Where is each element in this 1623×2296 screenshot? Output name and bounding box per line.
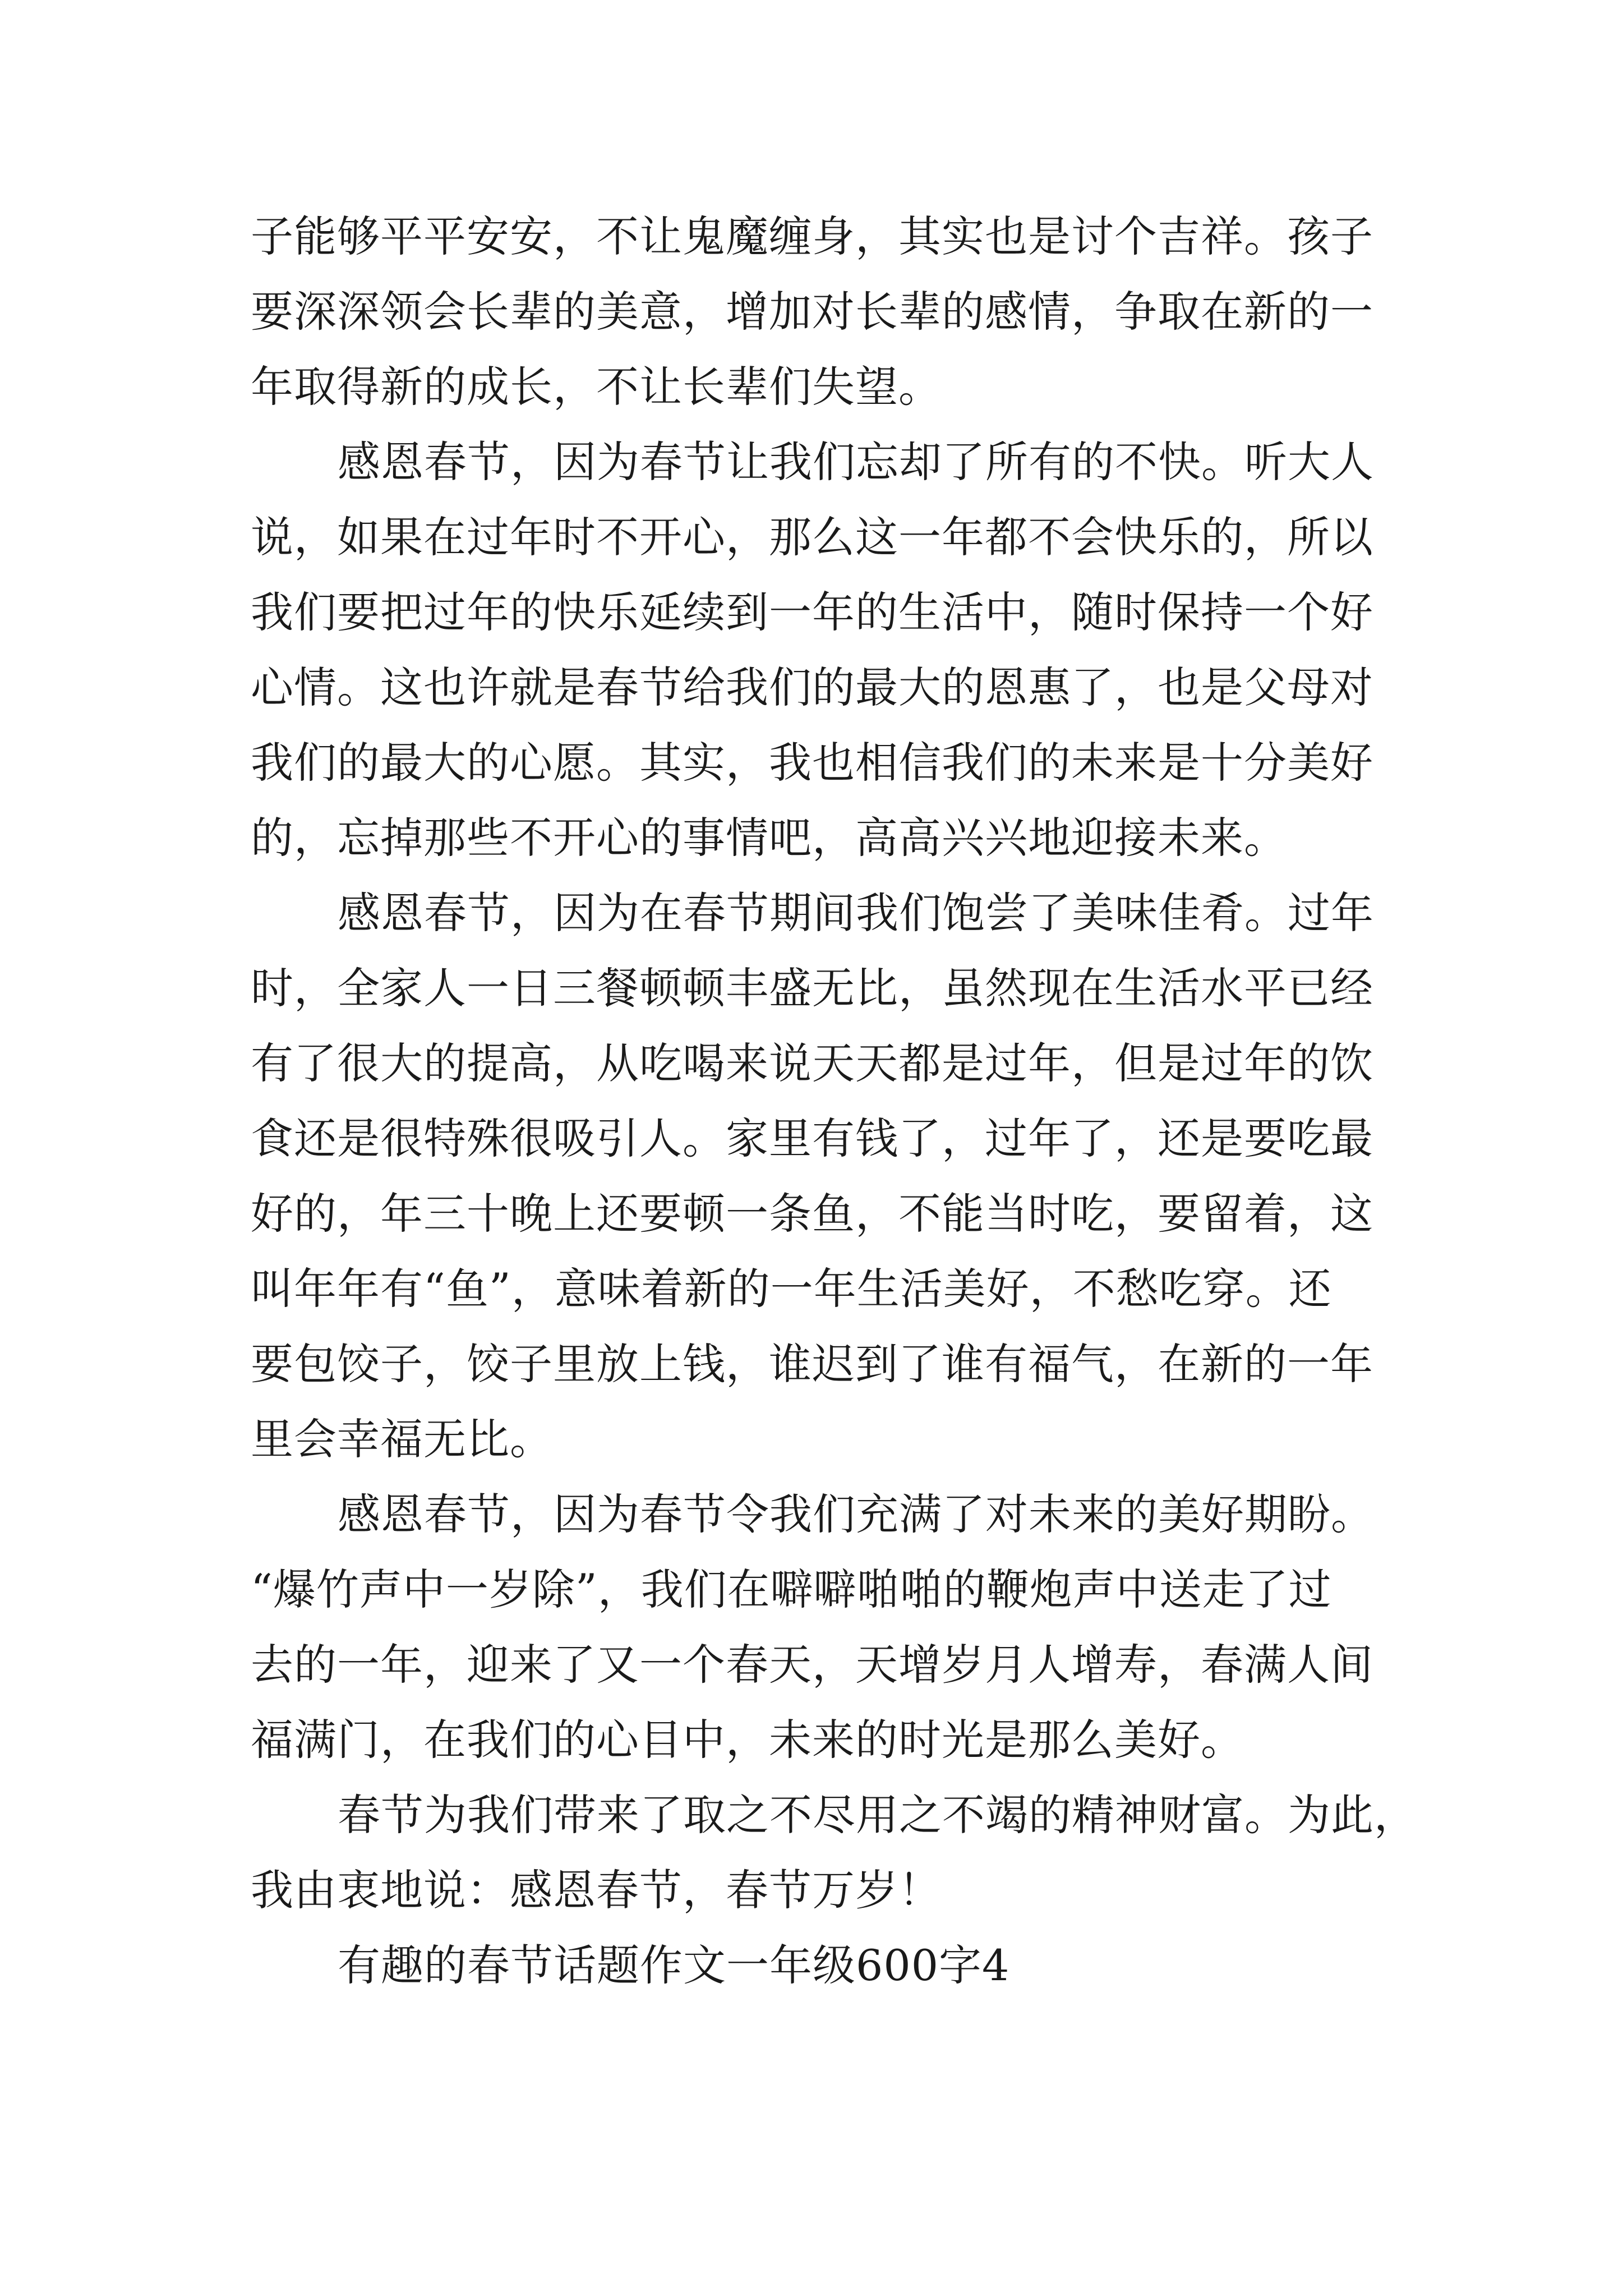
text-line: 要包饺子，饺子里放上钱，谁迟到了谁有福气，在新的一年 <box>251 1339 1373 1389</box>
text-line: “爆竹声中一岁除”，我们在噼噼啪啪的鞭炮声中送走了过 <box>251 1565 1332 1614</box>
text-line: 子能够平平安安，不让鬼魔缠身，其实也是讨个吉祥。孩子 <box>251 211 1373 261</box>
paragraph <box>251 1778 1417 1928</box>
paragraph <box>251 1477 1395 1778</box>
text-line: 感恩春节，因为在春节期间我们饱尝了美味佳肴。过年 <box>338 888 1374 938</box>
text-line: 年取得新的成长，不让长辈们失望。 <box>251 362 942 412</box>
document-body <box>251 199 1417 2003</box>
text-line: 我们的最大的心愿。其实，我也相信我们的未来是十分美好 <box>251 738 1373 788</box>
paragraph <box>251 425 1395 876</box>
text-line: 春节为我们带来了取之不尽用之不竭的精神财富。为此， <box>338 1790 1417 1840</box>
text-line: 好的，年三十晚上还要顿一条鱼，不能当时吃，要留着，这 <box>251 1189 1373 1239</box>
text-line: 有趣的春节话题作文一年级600字4 <box>338 1940 1010 1990</box>
text-line: 的，忘掉那些不开心的事情吧，高高兴兴地迎接未来。 <box>251 813 1287 863</box>
text-line: 感恩春节，因为春节让我们忘却了所有的不快。听大人 <box>338 437 1374 487</box>
text-line: 叫年年有“鱼”，意味着新的一年生活美好，不愁吃穿。还 <box>251 1264 1332 1314</box>
text-line: 里会幸福无比。 <box>251 1414 553 1464</box>
text-line: 食还是很特殊很吸引人。家里有钱了，过年了，还是要吃最 <box>251 1114 1373 1163</box>
text-line: 福满门，在我们的心目中，未来的时光是那么美好。 <box>251 1715 1244 1765</box>
text-line: 感恩春节，因为春节令我们充满了对未来的美好期盼。 <box>338 1489 1374 1539</box>
text-line: 心情。这也许就是春节给我们的最大的恩惠了，也是父母对 <box>251 662 1373 712</box>
text-line: 有了很大的提高，从吃喝来说天天都是过年，但是过年的饮 <box>251 1038 1373 1088</box>
paragraph <box>251 199 1395 425</box>
text-line: 我由衷地说：感恩春节，春节万岁！ <box>251 1865 942 1915</box>
text-line: 要深深领会长辈的美意，增加对长辈的感情，争取在新的一 <box>251 287 1373 337</box>
text-line: 去的一年，迎来了又一个春天，天增岁月人增寿，春满人间 <box>251 1640 1373 1690</box>
paragraph <box>251 1928 1395 2003</box>
text-line: 时，全家人一日三餐顿顿丰盛无比，虽然现在生活水平已经 <box>251 963 1373 1013</box>
text-line: 说，如果在过年时不开心，那么这一年都不会快乐的，所以 <box>251 512 1373 562</box>
text-line: 我们要把过年的快乐延续到一年的生活中，随时保持一个好 <box>251 587 1373 637</box>
paragraph <box>251 876 1395 1477</box>
